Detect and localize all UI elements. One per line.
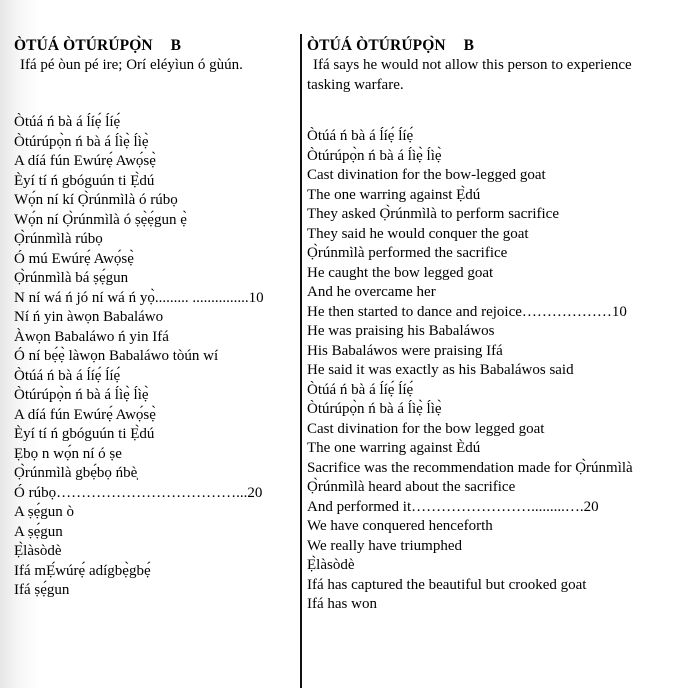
yoruba-column [14,36,298,601]
verse-line: They asked Ọ̀rúnmìlà to perform sacrifice [307,206,559,222]
yoruba-intro: Ifá pé òun pé ire; Orí eléyìun ó gùún. [20,57,243,73]
verse-line: Ifá ṣẹ́gun [14,582,70,598]
verse-line: Cast divination for the bow-legged goat [307,167,546,183]
verse-line: Èyí tí ń gbóguún ti Ẹ̀dú [14,426,155,442]
yoruba-title-name: ÒTÚÁ ÒTÚRÚPỌ̀N [14,37,153,54]
verse-line: We really have triumphed [307,537,462,554]
verse-line: And he overcame her [307,284,436,300]
verse-line: Ẹ̀làsòdè [14,543,62,559]
verse-line: Òtúrúpọ̀n ń bà á ĺìẹ̀ ĺìẹ̀ [307,147,442,164]
verse-line: Ifá has captured the beautiful but crooked goat [307,576,587,593]
verse-line: Èyí tí ń gbóguún ti Ẹ̀dú [14,172,155,189]
verse-line: He was praising his Babaláwos [307,323,495,339]
verse-line: Àwọn Babaláwo ń yin Ifá [14,328,169,345]
verse-line: Cast divination for the bow legged goat [307,420,545,437]
verse-line: Ní ń yin àwọn Babaláwo [14,309,164,325]
verse-line: Ifá mẸ́wúrẹ́ adígbẹ̀gbẹ́ [14,562,151,579]
verse-line: A ṣẹ́gun ò [14,504,74,520]
english-column [307,36,683,615]
verse-line: Ọ̀rúnmìlà heard about the sacrifice [307,479,516,495]
english-title [307,36,683,55]
verse-line: A díá fún Ewúrẹ́ Awọ́sẹ̀ [14,406,156,423]
english-verses [307,127,683,615]
verse-line: Sacrifice was the recommendation made for Ọ̀rúnmìlà [307,459,633,476]
verse-line: Wọ́n ní kí Ọ̀rúnmìlà ó rúbọ [14,192,178,208]
english-intro-line2: tasking warfare. [307,77,404,93]
verse-line: He then started to dance and rejoice………………10 [307,303,627,320]
verse-line: The one warring against Èdú [307,440,481,456]
verse-line: Ọ̀rúnmìlà rúbọ [14,231,103,247]
verse-line: Ó rúbọ………………………………...20 [14,484,263,501]
column-divider [300,34,302,688]
verse-line: Wọ́n ní Ọ̀rúnmìlà ó ṣẹ̀ẹ́gun ẹ̀ [14,211,187,228]
verse-line: Ẹ̀làsòdè [307,557,355,573]
verse-line: Òtúá ń bà á ĺíẹ́ ĺíẹ́ [14,114,121,130]
english-intro-line1: Ifá says he would not allow this person to experience [313,57,632,73]
verse-line: They said he would conquer the goat [307,225,529,242]
yoruba-title-letter: B [170,37,182,54]
verse-line: Ó mú Ewúrẹ́ Awọ́sẹ̀ [14,250,134,267]
english-title-name: ÒTÚÁ ÒTÚRÚPỌ̀N [307,37,446,54]
verse-line: Òtúrúpọ̀n ń bà á ĺìẹ̀ ĺìẹ̀ [307,401,442,417]
verse-line: N ní wá ń jó ní wá ń yọ̀......... ...............10 [14,289,264,306]
yoruba-title [14,36,298,55]
verse-line: The one warring against Ẹ̀dú [307,186,481,203]
verse-line: We have conquered henceforth [307,518,493,534]
verse-line: His Babaláwos were praising Ifá [307,342,503,359]
verse-line: Òtúrúpọ̀n ń bà á ĺìẹ̀ ĺìẹ̀ [14,387,149,403]
verse-line: Ọ̀rúnmìlà gbẹ́bọ ńbè̩ [14,465,138,481]
verse-line: He caught the bow legged goat [307,264,494,281]
verse-line: Ifá has won [307,596,377,612]
verse-line: Òtúá ń bà á ĺíẹ́ ĺíẹ́ [307,128,414,144]
verse-line: Ọ̀rúnmìlà bá ṣẹ́gun [14,270,129,286]
verse-line: Òtúá ń bà á ĺíẹ́ ĺíẹ́ [307,381,414,398]
verse-line: He said it was exactly as his Babaláwos said [307,362,574,378]
verse-line: A díá fún Ewúrẹ́ Awọ́sẹ̀ [14,153,156,169]
verse-line: Òtúrúpọ̀n ń bà á ĺìẹ̀ ĺìẹ̀ [14,133,149,150]
verse-line: Òtúá ń bà á ĺíẹ́ ĺíẹ́ [14,367,121,384]
english-title-letter: B [463,37,475,54]
verse-line: Ó ní bẹ́ẹ̀ làwọn Babaláwo tòún wí [14,348,219,364]
verse-line: A ṣẹ́gun [14,523,63,540]
verse-line: Ẹbọ n wọ́n ní ó ṣe [14,445,122,462]
verse-line: And performed it…………………….........….20 [307,498,599,515]
yoruba-verses [14,113,298,601]
verse-line: Ọ̀rúnmìlà performed the sacrifice [307,245,508,261]
